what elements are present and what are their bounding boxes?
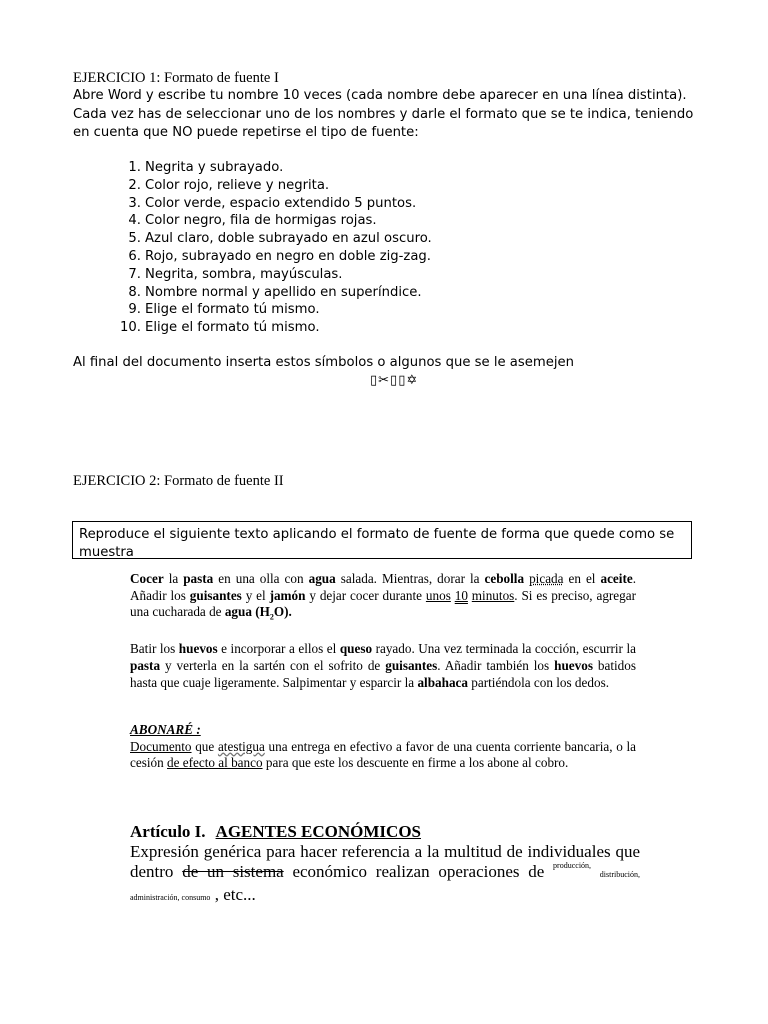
text-run: O).: [273, 604, 292, 620]
text-run: Expresión genérica para hacer referencia a la multitud de individuales que dentro: [130, 842, 640, 881]
text-run: huevos: [178, 641, 218, 657]
text-run: agua (H: [224, 604, 270, 620]
abonare-title: ABONARÉ :: [130, 722, 201, 737]
list-item: [117, 195, 432, 213]
list-item-text: Azul claro, doble subrayado en azul oscuro.: [145, 231, 432, 247]
list-item-number: 1.: [128, 160, 141, 175]
list-item-text: Color negro, fila de hormigas rojas.: [145, 213, 377, 229]
text-run: queso: [339, 641, 373, 657]
symbols-row: ▯✂▯▯✡: [370, 373, 419, 388]
list-item-number: 9.: [128, 302, 141, 318]
list-item: [117, 301, 432, 319]
list-item-number: 8.: [128, 284, 141, 300]
paragraph-cooking-2: [130, 641, 636, 691]
list-item-text: Negrita y subrayado.: [145, 160, 284, 175]
text-run: partiéndola con los dedos.: [468, 674, 609, 690]
articulo-heading: [130, 822, 640, 842]
list-item-number: 4.: [128, 213, 141, 229]
text-run: 2: [269, 612, 274, 622]
text-run: para que este los descuente en firme a los abone al cobro.: [262, 755, 569, 771]
text-run: agua: [308, 571, 336, 586]
exercise2-instruction-box: Reproduce el siguiente texto aplicando el formato de fuente de forma que quede como se muestra: [72, 521, 692, 559]
text-run: jamón: [269, 587, 306, 603]
text-run: la: [163, 571, 184, 586]
exercise1-closing: Al final del documento inserta estos símbolos o algunos que se le asemejen: [73, 355, 574, 370]
list-item-number: 6.: [128, 248, 141, 264]
abonare-block: [130, 722, 636, 772]
text-run: albahaca: [417, 674, 468, 690]
text-run: Cocer: [130, 571, 164, 586]
articulo-block: [130, 822, 640, 908]
text-run: . Añadir también los: [437, 658, 555, 674]
abonare-definition: [130, 739, 636, 772]
articulo-label: Artículo I.: [130, 822, 206, 841]
list-item: [117, 230, 432, 248]
text-run: , etc...: [210, 885, 256, 904]
list-item: [117, 212, 432, 230]
sample-paragraphs: [130, 571, 636, 706]
text-run: . Añadir los: [130, 571, 636, 603]
exercise2-title: EJERCICIO 2: Formato de fuente II: [73, 473, 284, 489]
list-item: [117, 159, 432, 177]
text-run: y el: [241, 587, 270, 603]
list-item-text: Rojo, subrayado en negro en doble zig-zag.: [145, 248, 431, 264]
text-run: rayado. Una vez terminada la cocción, escurrir la: [372, 641, 636, 657]
list-item: [117, 319, 432, 337]
text-run: huevos: [554, 658, 593, 674]
list-item-text: Elige el formato tú mismo.: [145, 302, 320, 318]
text-run: una entrega en efectivo a favor de una cuenta corriente bancaria, o la cesión: [130, 738, 636, 771]
text-run: de un sistema: [182, 862, 284, 881]
text-run: salada. Mientras, dorar la: [335, 571, 485, 586]
list-item-number: 2.: [128, 177, 141, 193]
text-run: e incorporar a ellos el: [217, 641, 340, 657]
list-item: [117, 248, 432, 266]
articulo-title: AGENTES ECONÓMICOS: [215, 822, 421, 841]
text-run: atestigua: [217, 738, 265, 754]
list-item-text: Color rojo, relieve y negrita.: [145, 177, 330, 193]
text-run: batidos hasta que cuaje ligeramente. Salpimentar y esparcir la: [130, 658, 636, 690]
text-run: producción,: [553, 861, 592, 870]
text-run: de efecto al banco: [167, 755, 263, 771]
list-item-number: 10.: [120, 320, 141, 336]
text-run: aceite: [600, 571, 633, 586]
text-run: unos: [425, 587, 451, 603]
list-item: [117, 284, 432, 302]
list-item-text: Nombre normal y apellido en superíndice.: [145, 284, 422, 300]
text-run: económico realizan operaciones de: [283, 862, 554, 881]
text-run: pasta: [183, 571, 214, 586]
text-run: 10: [454, 587, 468, 603]
list-item-text: Negrita, sombra, mayúsculas.: [145, 266, 343, 282]
text-run: y dejar cocer durante: [305, 587, 426, 603]
list-item: [117, 177, 432, 195]
list-item-number: 3.: [128, 195, 141, 211]
articulo-text: [130, 842, 640, 908]
text-run: Batir los: [130, 641, 179, 657]
text-run: que: [191, 738, 218, 754]
text-run: picada: [529, 571, 564, 586]
exercise1-title: EJERCICIO 1: Formato de fuente I: [73, 70, 279, 86]
text-run: guisantes: [189, 587, 242, 603]
text-run: en el: [563, 571, 601, 586]
list-item-text: Elige el formato tú mismo.: [145, 320, 320, 336]
text-run: minutos: [471, 587, 515, 603]
list-item-number: 5.: [128, 231, 141, 247]
list-item: [117, 266, 432, 284]
text-run: . Si es preciso, agregar una cucharada de: [130, 587, 637, 620]
paragraph-cooking-1: [130, 571, 636, 626]
exercise1-list: [117, 159, 432, 337]
text-run: en una olla con: [213, 571, 309, 586]
text-run: guisantes: [385, 658, 438, 674]
text-run: cebolla: [484, 571, 525, 586]
text-run: pasta: [130, 658, 161, 674]
exercise1-intro: Abre Word y escribe tu nombre 10 veces (cada nombre debe aparecer en una línea distinta). Cada vez has de seleccionar uno de los nombres y darle el formato que se te indica, teniendo en cuenta que NO puede repetirse el tipo de fuente:: [73, 88, 694, 140]
text-run: y verterla en la sartén con el sofrito de: [160, 658, 386, 674]
list-item-text: Color verde, espacio extendido 5 puntos.: [145, 195, 417, 211]
list-item-number: 7.: [128, 266, 141, 282]
text-run: Documento: [130, 738, 192, 754]
text-run: distribución, administración, consumo: [130, 870, 641, 902]
